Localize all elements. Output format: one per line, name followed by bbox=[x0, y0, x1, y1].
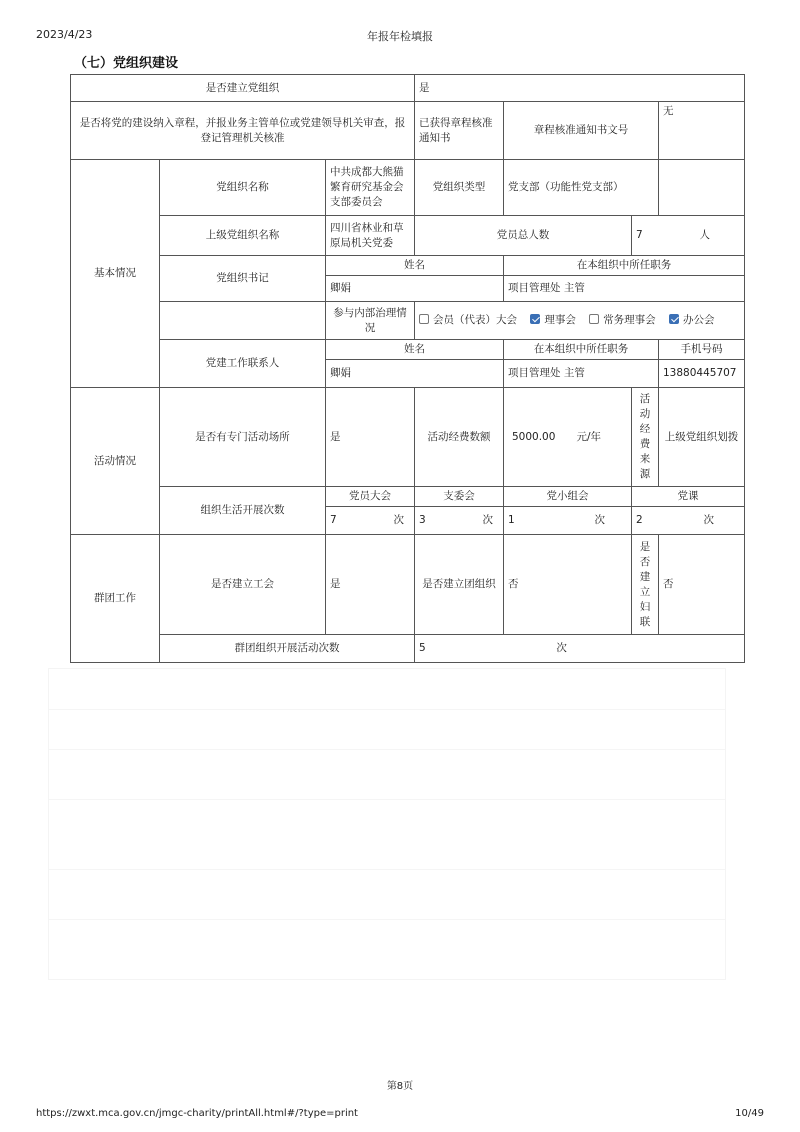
print-url: https://zwxt.mca.gov.cn/jmgc-charity/printAll.html#/?type=print bbox=[36, 1108, 358, 1119]
women-value: 否 bbox=[659, 535, 745, 635]
party-building-table-main bbox=[70, 74, 745, 663]
established-value: 是 bbox=[415, 75, 745, 102]
basic-info-label: 基本情况 bbox=[71, 160, 160, 388]
vertical-label-char: 联 bbox=[639, 615, 651, 628]
section-title: （七）党组织建设 bbox=[74, 56, 179, 71]
mass-activity-count-value: 5 bbox=[419, 642, 426, 654]
page-count: 10/49 bbox=[735, 1108, 764, 1119]
charter-value: 已获得章程核准通知书 bbox=[415, 102, 504, 160]
charter-doc-label: 章程核准通知书文号 bbox=[504, 102, 659, 160]
contact-position-header: 在本组织中所任职务 bbox=[504, 340, 659, 360]
secretary-position-header: 在本组织中所任职务 bbox=[504, 256, 745, 276]
org-name-label: 党组织名称 bbox=[160, 160, 326, 216]
secretary-label-ext bbox=[160, 302, 326, 340]
meeting-count-lesson: 2 次 bbox=[632, 507, 745, 535]
venue-value: 是 bbox=[326, 388, 415, 487]
meeting-count-group: 1 次 bbox=[504, 507, 632, 535]
meeting-label-members: 党员大会 bbox=[326, 487, 415, 507]
member-total-cell bbox=[632, 216, 745, 256]
mass-activity-count-label: 群团组织开展活动次数 bbox=[160, 635, 415, 663]
vertical-label-char: 源 bbox=[639, 468, 651, 480]
union-label: 是否建立工会 bbox=[160, 535, 326, 635]
vertical-label-char: 经 bbox=[639, 423, 651, 435]
member-total-value: 7 bbox=[636, 229, 643, 241]
union-value: 是 bbox=[326, 535, 415, 635]
org-type-value: 党支部（功能性党支部） bbox=[504, 160, 659, 216]
women-label bbox=[632, 535, 659, 635]
checkbox-unchecked-icon[interactable] bbox=[419, 314, 429, 324]
youth-label: 是否建立团组织 bbox=[415, 535, 504, 635]
page-number: 第8页 bbox=[386, 1081, 414, 1092]
charter-label: 是否将党的建设纳入章程，并报业务主管单位或党建领导机关审查，报登记管理机关核准 bbox=[71, 102, 415, 160]
print-title: 年报年检填报 bbox=[367, 30, 433, 43]
youth-value: 否 bbox=[504, 535, 632, 635]
life-label: 组织生活开展次数 bbox=[160, 487, 326, 535]
mass-activity-count-cell bbox=[415, 635, 745, 663]
contact-position: 项目管理处 主管 bbox=[504, 360, 659, 388]
secretary-label: 党组织书记 bbox=[160, 256, 326, 302]
meeting-label-lesson: 党课 bbox=[632, 487, 745, 507]
meeting-label-group: 党小组会 bbox=[504, 487, 632, 507]
funding-source-label bbox=[632, 388, 659, 487]
checkbox-unchecked-icon[interactable] bbox=[589, 314, 599, 324]
contact-phone: 13880445707 bbox=[659, 360, 745, 388]
mass-activity-count-unit: 次 bbox=[556, 642, 567, 654]
activity-section-label: 活动情况 bbox=[71, 388, 160, 535]
secretary-name-header: 姓名 bbox=[326, 256, 504, 276]
checkbox-checked-icon[interactable] bbox=[530, 314, 540, 324]
mass-section-label: 群团工作 bbox=[71, 535, 160, 663]
vertical-label-char: 立 bbox=[639, 585, 651, 598]
vertical-label-char: 来 bbox=[639, 453, 651, 465]
funding-cell bbox=[504, 388, 632, 487]
meeting-count-committee: 3 次 bbox=[415, 507, 504, 535]
contact-label: 党建工作联系人 bbox=[160, 340, 326, 388]
contact-name-header: 姓名 bbox=[326, 340, 504, 360]
meeting-label-committee: 支委会 bbox=[415, 487, 504, 507]
vertical-label-char: 妇 bbox=[639, 600, 651, 613]
governance-option-office-meeting[interactable]: 办公会 bbox=[669, 314, 715, 326]
superior-value: 四川省林业和草原局机关党委 bbox=[326, 216, 415, 256]
charter-doc-value: 无 bbox=[659, 102, 745, 160]
funding-unit: 元/年 bbox=[576, 430, 601, 443]
funding-label: 活动经费数额 bbox=[415, 388, 504, 487]
print-date: 2023/4/23 bbox=[36, 28, 93, 41]
governance-option-standing-council[interactable]: 常务理事会 bbox=[589, 314, 656, 326]
member-total-label: 党员总人数 bbox=[415, 216, 632, 256]
vertical-label-char: 活 bbox=[639, 393, 651, 405]
vertical-label-char: 费 bbox=[639, 438, 651, 450]
governance-option-assembly[interactable]: 会员（代表）大会 bbox=[419, 314, 517, 326]
established-label: 是否建立党组织 bbox=[71, 75, 415, 102]
vertical-label-char: 建 bbox=[639, 570, 651, 583]
funding-value: 5000.00 bbox=[512, 430, 556, 443]
governance-label: 参与内部治理情况 bbox=[326, 302, 415, 340]
meeting-count-members: 7 次 bbox=[326, 507, 415, 535]
contact-phone-header: 手机号码 bbox=[659, 340, 745, 360]
governance-options bbox=[415, 302, 745, 340]
member-total-unit: 人 bbox=[699, 229, 710, 241]
venue-label: 是否有专门活动场所 bbox=[160, 388, 326, 487]
org-type-blank bbox=[659, 160, 745, 216]
org-name-value: 中共成都大熊猫繁育研究基金会支部委员会 bbox=[326, 160, 415, 216]
contact-name: 卿娟 bbox=[326, 360, 504, 388]
vertical-label-char: 否 bbox=[639, 555, 651, 568]
checkbox-checked-icon[interactable] bbox=[669, 314, 679, 324]
funding-source-value: 上级党组织划拨 bbox=[659, 388, 745, 487]
vertical-label-char: 是 bbox=[639, 540, 651, 553]
org-type-label: 党组织类型 bbox=[415, 160, 504, 216]
governance-option-council[interactable]: 理事会 bbox=[530, 314, 576, 326]
background-ghost-table bbox=[48, 668, 726, 980]
superior-label: 上级党组织名称 bbox=[160, 216, 326, 256]
secretary-position: 项目管理处 主管 bbox=[504, 276, 745, 302]
secretary-name: 卿娟 bbox=[326, 276, 504, 302]
vertical-label-char: 动 bbox=[639, 408, 651, 420]
